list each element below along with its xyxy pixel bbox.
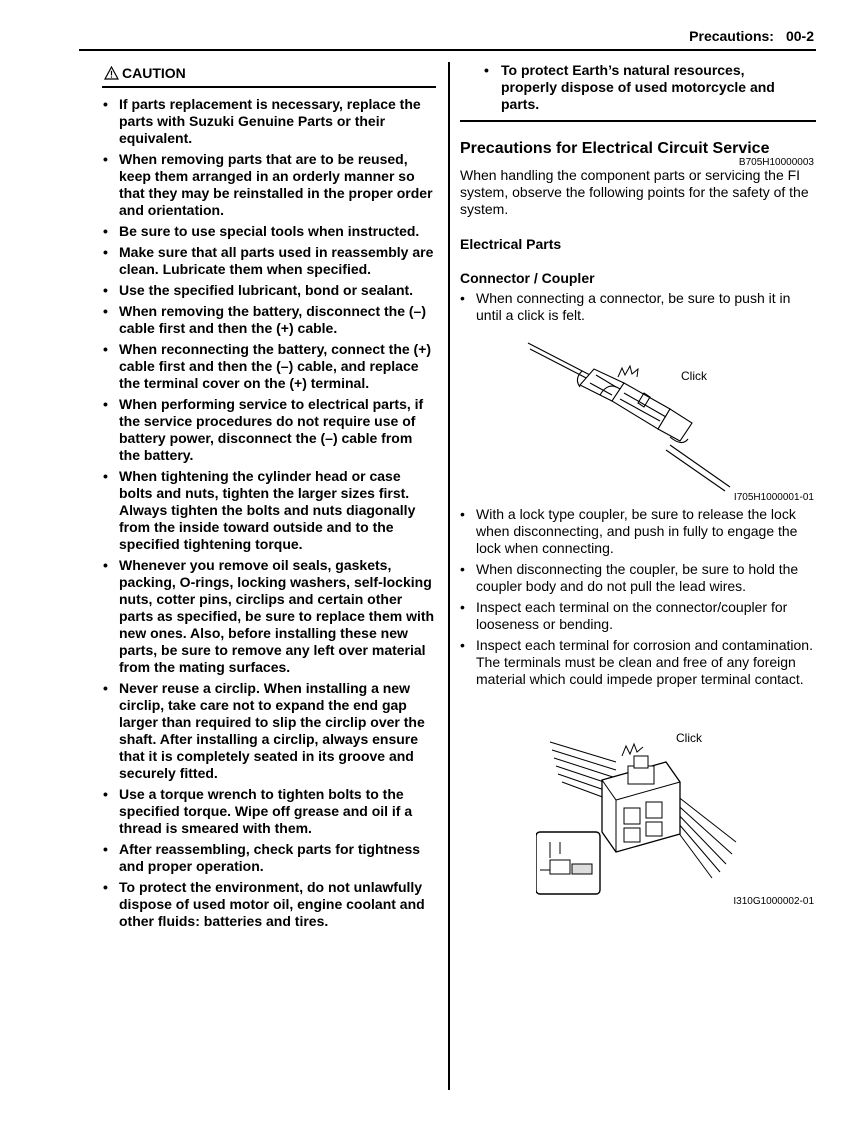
click-burst-icon — [622, 744, 643, 756]
caution-item — [102, 303, 436, 337]
caution-item — [102, 282, 436, 299]
caution-item — [102, 879, 436, 930]
caution-item-text: Be sure to use special tools when instructed. — [119, 223, 420, 239]
bullet: • — [103, 303, 108, 319]
continued-caution-item — [460, 62, 801, 113]
coupler-figure — [536, 722, 746, 897]
list-item-text: Inspect each terminal on the connector/coupler for looseness or bending. — [476, 599, 788, 632]
list-item — [460, 506, 816, 557]
list-item-text: Inspect each terminal for corrosion and contamination. The terminals must be clean and free of any foreign material which could impede proper terminal contact. — [476, 637, 813, 687]
continued-caution-text: To protect Earth’s natural resources, properly dispose of used motorcycle and parts. — [501, 62, 775, 112]
electrical-parts-heading: Electrical Parts — [460, 236, 562, 252]
caution-item — [102, 468, 436, 553]
caution-item-text: Use a torque wrench to tighten bolts to the specified torque. Wipe off grease and oil if a thread is smeared with them. — [119, 786, 413, 836]
section-title: Precautions for Electrical Circuit Service — [460, 140, 770, 157]
caution-item — [102, 223, 436, 240]
bullet: • — [103, 282, 108, 298]
warning-triangle-icon — [104, 66, 119, 80]
bullet: • — [103, 244, 108, 260]
caution-rule — [102, 86, 436, 88]
caution-item — [102, 841, 436, 875]
caution-item-text: When removing parts that are to be reused, keep them arranged in an orderly manner so that they may be reinstalled in the proper order and orientation. — [119, 151, 433, 218]
bullet: • — [103, 341, 108, 357]
header-page-number: 00-2 — [785, 28, 814, 44]
section-intro: When handling the component parts or servicing the FI system, observe the following points for the safety of the system. — [460, 167, 809, 217]
figure-2-click-text: Click — [676, 731, 702, 745]
caution-item-text: To protect the environment, do not unlawfully dispose of used motor oil, engine coolant and other fluids: batteries and tires. — [119, 879, 425, 929]
caution-item-text: If parts replacement is necessary, replace the parts with Suzuki Genuine Parts or their equivalent. — [119, 96, 421, 146]
caution-item-text: When reconnecting the battery, connect the (+) cable first and then the (–) cable, and replace the terminal cover on the (+) terminal. — [119, 341, 432, 391]
figure-1-click-text: Click — [681, 369, 707, 383]
caution-item-text: When tightening the cylinder head or case bolts and nuts, tighten the larger sizes first. Always tighten the bolts and nuts diagonally from the inside toward outside and to the specified tightening torque. — [119, 468, 416, 552]
caution-item-text: Make sure that all parts used in reassembly are clean. Lubricate them when specified. — [119, 244, 434, 277]
caution-heading — [102, 64, 436, 82]
list-item — [460, 637, 816, 688]
caution-item — [102, 786, 436, 837]
bullet: • — [103, 468, 108, 484]
bullet: • — [103, 879, 108, 895]
bullet: • — [103, 396, 108, 412]
figure-2-code: I310G1000002-01 — [733, 896, 814, 907]
caution-item — [102, 557, 436, 676]
list-item-text: With a lock type coupler, be sure to release the lock when disconnecting, and push in fully to engage the lock when connecting. — [476, 506, 798, 556]
caution-item-text: Never reuse a circlip. When installing a new circlip, take care not to expand the end gap larger than required to slip the circlip over the shaft. After installing a circlip, always ensure that it is completely seated in its groove and securely fitted. — [119, 680, 425, 781]
right-column — [460, 62, 816, 907]
caution-item-text: When performing service to electrical parts, if the service procedures do not require use of battery power, disconnect the (–) cable from the battery. — [119, 396, 424, 463]
list-item-text: When connecting a connector, be sure to push it in until a click is felt. — [476, 290, 791, 323]
list-item — [460, 561, 816, 595]
caution-item — [102, 680, 436, 782]
list-item — [460, 290, 816, 324]
bullet: • — [460, 599, 465, 615]
caution-title: CAUTION — [122, 65, 186, 81]
bullet: • — [484, 62, 489, 78]
bullet: • — [103, 786, 108, 802]
bullet: • — [103, 151, 108, 167]
header-rule — [79, 49, 816, 51]
caution-item-text: Use the specified lubricant, bond or sealant. — [119, 282, 414, 298]
caution-block — [102, 64, 436, 934]
list-item-text: When disconnecting the coupler, be sure to hold the coupler body and do not pull the lead wires. — [476, 561, 799, 594]
click-burst-icon — [618, 366, 638, 377]
caution-item — [102, 96, 436, 147]
connector-list-2 — [460, 506, 816, 692]
connector-heading: Connector / Coupler — [460, 270, 595, 286]
section-code: B705H10000003 — [738, 157, 814, 168]
caution-item-text: After reassembling, check parts for tightness and proper operation. — [119, 841, 421, 874]
bullet: • — [460, 290, 465, 306]
bullet: • — [103, 96, 108, 112]
bullet: • — [460, 637, 465, 653]
caution-item — [102, 396, 436, 464]
caution-list — [102, 96, 436, 930]
bullet: • — [103, 223, 108, 239]
caution-item — [102, 151, 436, 219]
header-section: Precautions: — [689, 28, 774, 44]
caution-item-text: Whenever you remove oil seals, gaskets, packing, O-rings, locking washers, self-locking nuts, cotter pins, circlips and certain other parts as specified, be sure to replace them with new ones. Also, before installing these new parts, be sure to remove any left over material from the mating surfaces. — [119, 557, 435, 675]
bullet: • — [460, 506, 465, 522]
column-divider — [448, 62, 450, 1090]
bullet: • — [460, 561, 465, 577]
connector-list-1 — [460, 290, 816, 328]
connector-figure — [520, 337, 740, 492]
caution-item — [102, 244, 436, 278]
bullet: • — [103, 557, 108, 573]
caution-item — [102, 341, 436, 392]
caution-item-text: When removing the battery, disconnect the (–) cable first and then the (+) cable. — [119, 303, 427, 336]
page-header — [600, 28, 814, 44]
caution-end-rule — [460, 120, 816, 122]
bullet: • — [103, 680, 108, 696]
figure-1-code: I705H1000001-01 — [733, 492, 814, 503]
list-item — [460, 599, 816, 633]
bullet: • — [103, 841, 108, 857]
